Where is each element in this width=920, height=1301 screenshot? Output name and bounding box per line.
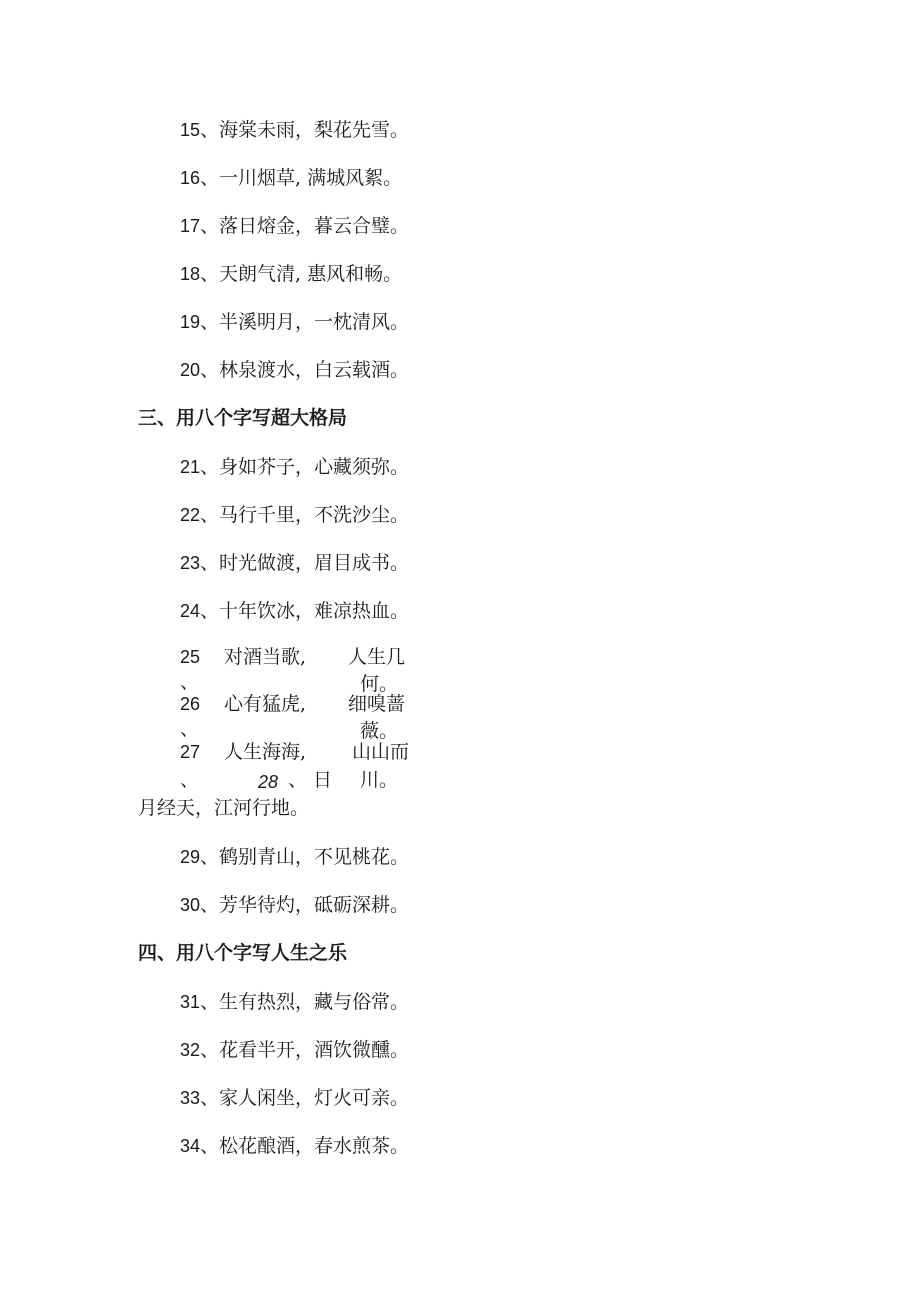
item-text: 人生几 (348, 646, 406, 668)
list-item: 22、马行千里，不洗沙尘。 (180, 504, 410, 526)
list-item: 18、天朗气清, 惠风和畅。 (180, 263, 403, 285)
item-text: 心有猛虎, (224, 693, 307, 715)
list-item: 33、家人闲坐，灯火可亲。 (180, 1087, 410, 1109)
list-item: 15、海棠未雨，梨花先雪。 (180, 119, 410, 141)
item-separator: 、 (180, 718, 200, 740)
list-item: 29、鹤别青山，不见桃花。 (180, 846, 410, 868)
list-item: 31、生有热烈，藏与俗常。 (180, 991, 410, 1013)
item-text: 何。 (360, 673, 399, 695)
item-number: 25 (180, 647, 201, 667)
list-item: 16、一川烟草, 满城风絮。 (180, 167, 403, 189)
list-item: 32、花看半开，酒饮微醺。 (180, 1039, 410, 1061)
item-text: 日 (313, 769, 333, 791)
list-item: 34、松花酿酒，春水煎茶。 (180, 1135, 410, 1157)
list-item: 30、芳华待灼，砥砺深耕。 (180, 894, 410, 916)
item-text: 人生海海, (224, 741, 307, 763)
list-item: 21、身如芥子，心藏须弥。 (180, 456, 410, 478)
item-separator: 、 (180, 769, 200, 791)
item-separator: 、 (288, 769, 308, 791)
item-text: 月经天，江河行地。 (138, 797, 310, 819)
item-text: 山山而 (352, 741, 410, 763)
item-separator: 、 (180, 671, 200, 693)
item-text: 细嗅蔷 (348, 693, 406, 715)
item-number: 28 (258, 772, 279, 792)
list-item: 20、林泉渡水，白云载酒。 (180, 359, 410, 381)
list-item: 23、时光做渡，眉目成书。 (180, 552, 410, 574)
section-heading: 四、用八个字写人生之乐 (138, 942, 348, 964)
list-item: 24、十年饮冰，难凉热血。 (180, 600, 410, 622)
item-number: 27 (180, 742, 201, 762)
section-heading: 三、用八个字写超大格局 (138, 407, 348, 429)
item-text: 川。 (360, 769, 399, 791)
list-item: 19、半溪明月，一枕清风。 (180, 311, 410, 333)
list-item: 17、落日熔金，暮云合璧。 (180, 215, 410, 237)
item-number: 26 (180, 694, 201, 714)
item-text: 薇。 (360, 720, 399, 742)
item-text: 对酒当歌, (224, 646, 307, 668)
